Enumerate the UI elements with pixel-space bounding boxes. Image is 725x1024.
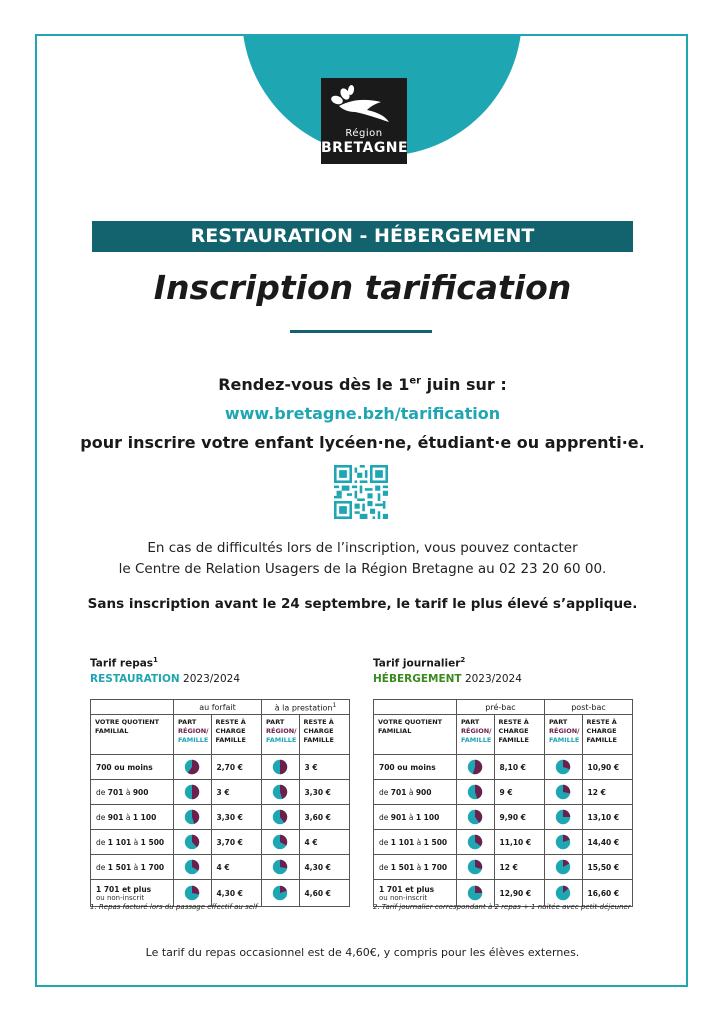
part-famille: FAMILLE xyxy=(549,736,580,744)
price-cell: 12 € xyxy=(494,855,544,880)
share-cell xyxy=(174,830,212,855)
share-cell xyxy=(262,755,300,780)
occasional-meal-note: Le tarif du repas occasionnel est de 4,60€, y compris pour les élèves externes. xyxy=(145,946,580,959)
quotient-mid: à xyxy=(408,787,414,797)
contact-line-2: le Centre de Relation Usagers de la Région Bretagne au 02 23 20 60 00. xyxy=(118,561,607,577)
price-cell: 14,40 € xyxy=(582,830,632,855)
quotient-mid: à xyxy=(133,862,139,872)
share-cell xyxy=(174,855,212,880)
quotient-pre: de xyxy=(379,837,389,847)
price-cell: 8,10 € xyxy=(494,755,544,780)
hebergement-subheading xyxy=(373,673,641,685)
table-group-header xyxy=(374,700,633,715)
restauration-heading-text: Tarif repas xyxy=(90,657,154,670)
quotient-pre: de xyxy=(379,812,389,822)
quotient-mid: à xyxy=(416,862,422,872)
price-cell: 4 € xyxy=(299,830,349,855)
hebergement-year: 2023/2024 xyxy=(464,672,522,685)
quotient-cell xyxy=(91,830,174,855)
quotient-a: 901 xyxy=(390,812,407,822)
quotient-label: 1 701 et plus xyxy=(96,884,152,894)
quotient-a: 1 101 xyxy=(390,837,415,847)
price-cell: 11,10 € xyxy=(494,830,544,855)
quotient-a: 701 xyxy=(107,787,124,797)
pie-region-share xyxy=(563,785,570,794)
share-cell xyxy=(545,805,583,830)
quotient-cell xyxy=(374,780,457,805)
quotient-cell xyxy=(91,805,174,830)
part-region: RÉGION/ xyxy=(461,727,492,735)
part-region: RÉGION/ xyxy=(266,727,297,735)
quotient-cell xyxy=(374,755,457,780)
blank-corner xyxy=(91,700,174,715)
quotient-pre: de xyxy=(96,862,106,872)
share-cell xyxy=(545,780,583,805)
group-au-forfait: au forfait xyxy=(174,700,262,715)
quotient-b: 1 500 xyxy=(423,837,448,847)
hebergement-block xyxy=(373,656,641,911)
quotient-label: 700 ou moins xyxy=(379,762,436,772)
share-pie-icon xyxy=(467,784,483,800)
logo-region-text: Région xyxy=(345,128,383,139)
quotient-mid: à xyxy=(133,837,139,847)
quotient-pre: de xyxy=(379,862,389,872)
quotient-cell xyxy=(91,780,174,805)
ermine-logo-icon xyxy=(321,82,407,126)
share-cell xyxy=(262,780,300,805)
quotient-header: VOTRE QUOTIENT FAMILIAL xyxy=(374,715,457,755)
blank-corner xyxy=(374,700,457,715)
intro-after: juin sur : xyxy=(421,375,507,394)
quotient-sub: ou non-inscrit xyxy=(379,893,428,902)
quotient-pre: de xyxy=(96,812,106,822)
restauration-year: 2023/2024 xyxy=(183,672,241,685)
contact-paragraph xyxy=(0,538,725,580)
part-region: RÉGION/ xyxy=(549,727,580,735)
share-cell xyxy=(262,830,300,855)
table-column-header xyxy=(374,715,633,755)
qr-code[interactable] xyxy=(334,465,388,519)
share-cell xyxy=(174,780,212,805)
share-pie-icon xyxy=(467,859,483,875)
price-cell: 4,60 € xyxy=(299,880,349,907)
table-row xyxy=(91,755,350,780)
section-banner: RESTAURATION - HÉBERGEMENT xyxy=(92,221,633,252)
quotient-cell xyxy=(91,855,174,880)
group-pre-bac: pré-bac xyxy=(457,700,545,715)
price-cell: 3 € xyxy=(299,755,349,780)
pie-region-share xyxy=(192,785,199,799)
part-label: PART xyxy=(461,718,480,726)
group-a-la-prestation-sup: 1 xyxy=(332,701,337,709)
quotient-b: 1 700 xyxy=(423,862,448,872)
pie-region-share xyxy=(563,810,570,817)
share-pie-icon xyxy=(272,859,288,875)
share-cell xyxy=(262,855,300,880)
restauration-footnote: 1. Repas facturé lors du passage effectif au self xyxy=(90,903,258,911)
price-cell: 3,70 € xyxy=(211,830,261,855)
part-header xyxy=(174,715,212,755)
part-famille: FAMILLE xyxy=(266,736,297,744)
reste-header: RESTE À CHARGE FAMILLE xyxy=(582,715,632,755)
share-cell xyxy=(545,830,583,855)
share-pie-icon xyxy=(272,885,288,901)
restauration-table xyxy=(90,699,350,907)
hebergement-heading-sup: 2 xyxy=(460,656,466,664)
price-cell: 3 € xyxy=(211,780,261,805)
quotient-cell xyxy=(374,855,457,880)
quotient-cell xyxy=(374,805,457,830)
part-label: PART xyxy=(266,718,285,726)
hebergement-heading-text: Tarif journalier xyxy=(373,657,461,670)
quotient-sub: ou non-inscrit xyxy=(96,893,145,902)
table-column-header xyxy=(91,715,350,755)
price-cell: 3,30 € xyxy=(299,780,349,805)
price-cell: 9,90 € xyxy=(494,805,544,830)
reste-header: RESTE À CHARGE FAMILLE xyxy=(299,715,349,755)
share-cell xyxy=(457,755,495,780)
price-cell: 2,70 € xyxy=(211,755,261,780)
quotient-mid: à xyxy=(416,837,422,847)
share-pie-icon xyxy=(184,885,200,901)
share-pie-icon xyxy=(555,885,571,901)
price-cell: 15,50 € xyxy=(582,855,632,880)
quotient-pre: de xyxy=(96,837,106,847)
part-header xyxy=(545,715,583,755)
quotient-b: 1 100 xyxy=(415,812,440,822)
part-label: PART xyxy=(178,718,197,726)
table-row xyxy=(91,805,350,830)
price-cell: 4,30 € xyxy=(211,880,261,907)
part-famille: FAMILLE xyxy=(178,736,209,744)
reste-header: RESTE À CHARGE FAMILLE xyxy=(211,715,261,755)
table-row xyxy=(91,855,350,880)
share-cell xyxy=(262,805,300,830)
pie-region-share xyxy=(280,860,287,869)
restauration-heading-sup: 1 xyxy=(153,656,158,664)
intro-sup: er xyxy=(409,375,422,387)
quotient-a: 701 xyxy=(390,787,407,797)
share-cell xyxy=(545,855,583,880)
part-famille: FAMILLE xyxy=(461,736,492,744)
table-row xyxy=(374,780,633,805)
share-pie-icon xyxy=(272,834,288,850)
table-row xyxy=(374,755,633,780)
share-pie-icon xyxy=(184,784,200,800)
quotient-a: 1 101 xyxy=(107,837,132,847)
part-region: RÉGION/ xyxy=(178,727,209,735)
price-cell: 10,90 € xyxy=(582,755,632,780)
price-cell: 3,60 € xyxy=(299,805,349,830)
quotient-pre: de xyxy=(96,787,106,797)
share-cell xyxy=(457,830,495,855)
share-cell xyxy=(457,780,495,805)
restauration-heading xyxy=(90,656,358,670)
hebergement-table xyxy=(373,699,633,907)
pie-region-share xyxy=(280,760,287,774)
quotient-mid: à xyxy=(408,812,414,822)
share-pie-icon xyxy=(184,759,200,775)
quotient-label: 700 ou moins xyxy=(96,762,153,772)
share-cell xyxy=(174,755,212,780)
quotient-b: 1 500 xyxy=(140,837,165,847)
quotient-mid: à xyxy=(125,787,131,797)
reste-header: RESTE À CHARGE FAMILLE xyxy=(494,715,544,755)
deadline-warning: Sans inscription avant le 24 septembre, le tarif le plus élevé s’applique. xyxy=(87,596,638,612)
share-pie-icon xyxy=(272,759,288,775)
audience-line: pour inscrire votre enfant lycéen·ne, étudiant·e ou apprenti·e. xyxy=(80,433,645,452)
share-pie-icon xyxy=(555,784,571,800)
part-header xyxy=(262,715,300,755)
pie-region-share xyxy=(475,886,482,893)
share-cell xyxy=(262,880,300,907)
quotient-b: 1 700 xyxy=(140,862,165,872)
quotient-label: 1 701 et plus xyxy=(379,884,435,894)
share-pie-icon xyxy=(555,859,571,875)
contact-line-1: En cas de difficultés lors de l’inscription, vous pouvez contacter xyxy=(147,540,578,556)
share-pie-icon xyxy=(467,834,483,850)
quotient-pre: de xyxy=(379,787,389,797)
price-cell: 16,60 € xyxy=(582,880,632,907)
quotient-a: 901 xyxy=(107,812,124,822)
hebergement-footnote: 2. Tarif journalier correspondant à 2 repas + 1 nuitée avec petit-déjeuner xyxy=(373,903,631,911)
quotient-b: 900 xyxy=(132,787,149,797)
region-bretagne-logo xyxy=(321,78,407,164)
share-pie-icon xyxy=(467,759,483,775)
price-cell: 3,30 € xyxy=(211,805,261,830)
share-pie-icon xyxy=(555,809,571,825)
share-pie-icon xyxy=(555,759,571,775)
share-cell xyxy=(174,805,212,830)
group-a-la-prestation-text: à la prestation xyxy=(274,703,333,713)
price-cell: 12 € xyxy=(582,780,632,805)
group-post-bac: post-bac xyxy=(545,700,633,715)
quotient-b: 1 100 xyxy=(132,812,157,822)
share-pie-icon xyxy=(184,809,200,825)
part-label: PART xyxy=(549,718,568,726)
share-pie-icon xyxy=(272,784,288,800)
pie-region-share xyxy=(192,886,199,895)
registration-link[interactable]: www.bretagne.bzh/tarification xyxy=(224,404,501,423)
table-group-header xyxy=(91,700,350,715)
quotient-a: 1 501 xyxy=(390,862,415,872)
quotient-cell xyxy=(374,830,457,855)
group-a-la-prestation xyxy=(262,700,350,715)
restauration-subheading xyxy=(90,673,358,685)
quotient-a: 1 501 xyxy=(107,862,132,872)
intro-before: Rendez-vous dès le 1 xyxy=(218,375,410,394)
share-pie-icon xyxy=(467,885,483,901)
price-cell: 4,30 € xyxy=(299,855,349,880)
price-cell: 12,90 € xyxy=(494,880,544,907)
page-title: Inscription tarification xyxy=(153,268,572,307)
price-cell: 9 € xyxy=(494,780,544,805)
price-cell: 13,10 € xyxy=(582,805,632,830)
table-row xyxy=(374,855,633,880)
price-cell: 4 € xyxy=(211,855,261,880)
share-cell xyxy=(457,855,495,880)
quotient-b: 900 xyxy=(415,787,432,797)
share-cell xyxy=(457,805,495,830)
quotient-cell xyxy=(91,755,174,780)
table-row xyxy=(91,830,350,855)
intro-line xyxy=(0,375,725,394)
share-cell xyxy=(545,755,583,780)
part-header xyxy=(457,715,495,755)
restauration-block xyxy=(90,656,358,911)
share-pie-icon xyxy=(272,809,288,825)
title-underline xyxy=(290,330,432,333)
share-pie-icon xyxy=(467,809,483,825)
share-pie-icon xyxy=(184,859,200,875)
restauration-keyword: RESTAURATION xyxy=(90,672,180,685)
hebergement-heading xyxy=(373,656,641,670)
share-pie-icon xyxy=(184,834,200,850)
quotient-header: VOTRE QUOTIENT FAMILIAL xyxy=(91,715,174,755)
table-row xyxy=(374,830,633,855)
logo-name-text: BRETAGNE xyxy=(321,140,409,156)
hebergement-keyword: HÉBERGEMENT xyxy=(373,672,462,685)
share-pie-icon xyxy=(555,834,571,850)
quotient-mid: à xyxy=(125,812,131,822)
table-row xyxy=(374,805,633,830)
table-row xyxy=(91,780,350,805)
